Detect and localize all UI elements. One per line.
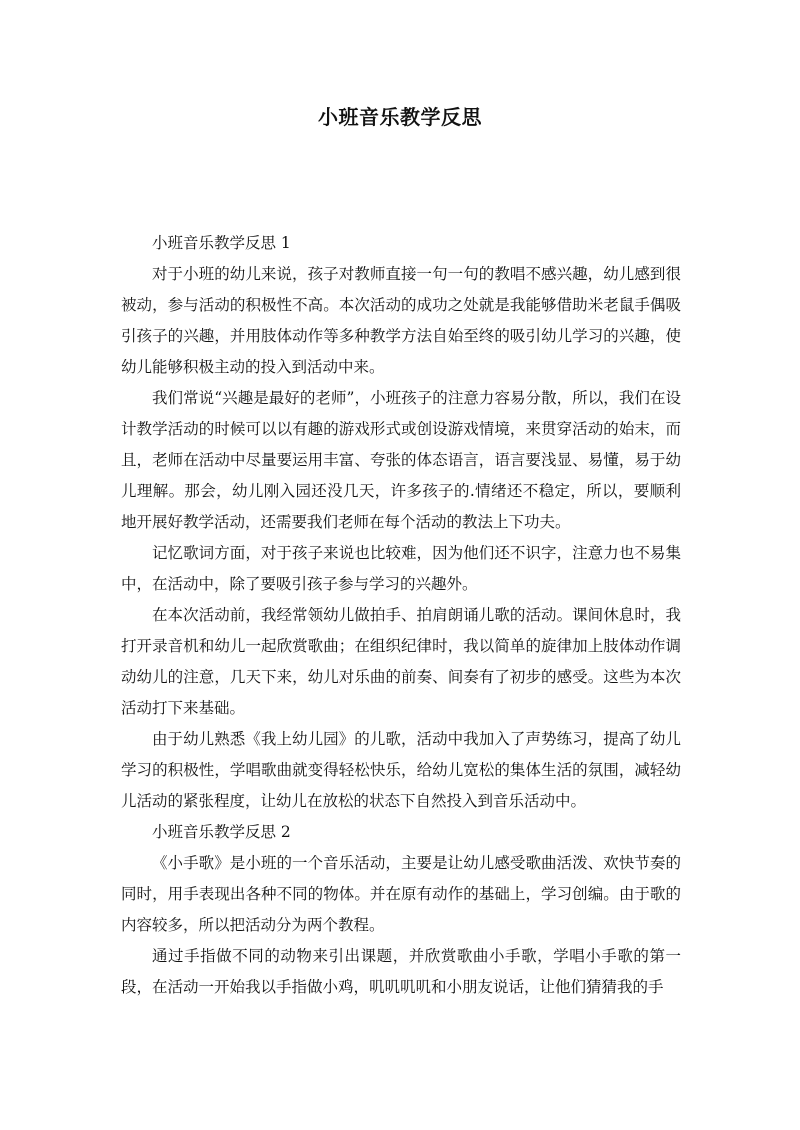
section-heading-1: 小班音乐教学反思 1: [152, 234, 291, 252]
paragraph: 《小手歌》是小班的一个音乐活动，主要是让幼儿感受歌曲活泼、欢快节奏的同时，用手表现出各种不同的物体。并在原有动作的基础上，学习创编。由于歌的内容较多，所以把活动分为两个教程。: [121, 854, 681, 934]
paragraph: 我们常说“兴趣是最好的老师”，小班孩子的注意力容易分散，所以，我们在设计教学活动的时候可以以有趣的游戏形式或创设游戏情境，来贯穿活动的始末，而且，老师在活动中尽量要运用丰富、夸张的体态语言，语言要浅显、易懂，易于幼儿理解。那会，幼儿刚入园还没几天，许多孩子的.情绪还不稳定，所以，要顺利地开展好教学活动，还需要我们老师在每个活动的教法上下功夫。: [121, 389, 681, 531]
section-heading-2: 小班音乐教学反思 2: [152, 823, 291, 841]
paragraph: 对于小班的幼儿来说，孩子对教师直接一句一句的教唱不感兴趣，幼儿感到很被动，参与活动的积极性不高。本次活动的成功之处就是我能够借助米老鼠手偶吸引孩子的兴趣，并用肢体动作等多种教学方法自始至终的吸引幼儿学习的兴趣，使幼儿能够积极主动的投入到活动中来。: [121, 265, 681, 376]
paragraph: 记忆歌词方面，对于孩子来说也比较难，因为他们还不识字，注意力也不易集中，在活动中，除了要吸引孩子参与学习的兴趣外。: [121, 544, 681, 593]
paragraph: 在本次活动前，我经常领幼儿做拍手、拍肩朗诵儿歌的活动。课间休息时，我打开录音机和幼儿一起欣赏歌曲；在组织纪律时，我以简单的旋律加上肢体动作调动幼儿的注意，几天下来，幼儿对乐曲的前奏、间奏有了初步的感受。这些为本次活动打下来基础。: [121, 606, 681, 717]
document-title: 小班音乐教学反思: [318, 105, 482, 129]
paragraph: 通过手指做不同的动物来引出课题，并欣赏歌曲小手歌，学唱小手歌的第一段，在活动一开始我以手指做小鸡，叽叽叽叽和小朋友说话，让他们猜猜我的手: [121, 947, 681, 996]
document-body: [121, 228, 681, 1003]
paragraph: 由于幼儿熟悉《我上幼儿园》的儿歌，活动中我加入了声势练习，提高了幼儿学习的积极性，学唱歌曲就变得轻松快乐，给幼儿宽松的集体生活的氛围，减轻幼儿活动的紧张程度，让幼儿在放松的状态下自然投入到音乐活动中。: [121, 730, 681, 810]
